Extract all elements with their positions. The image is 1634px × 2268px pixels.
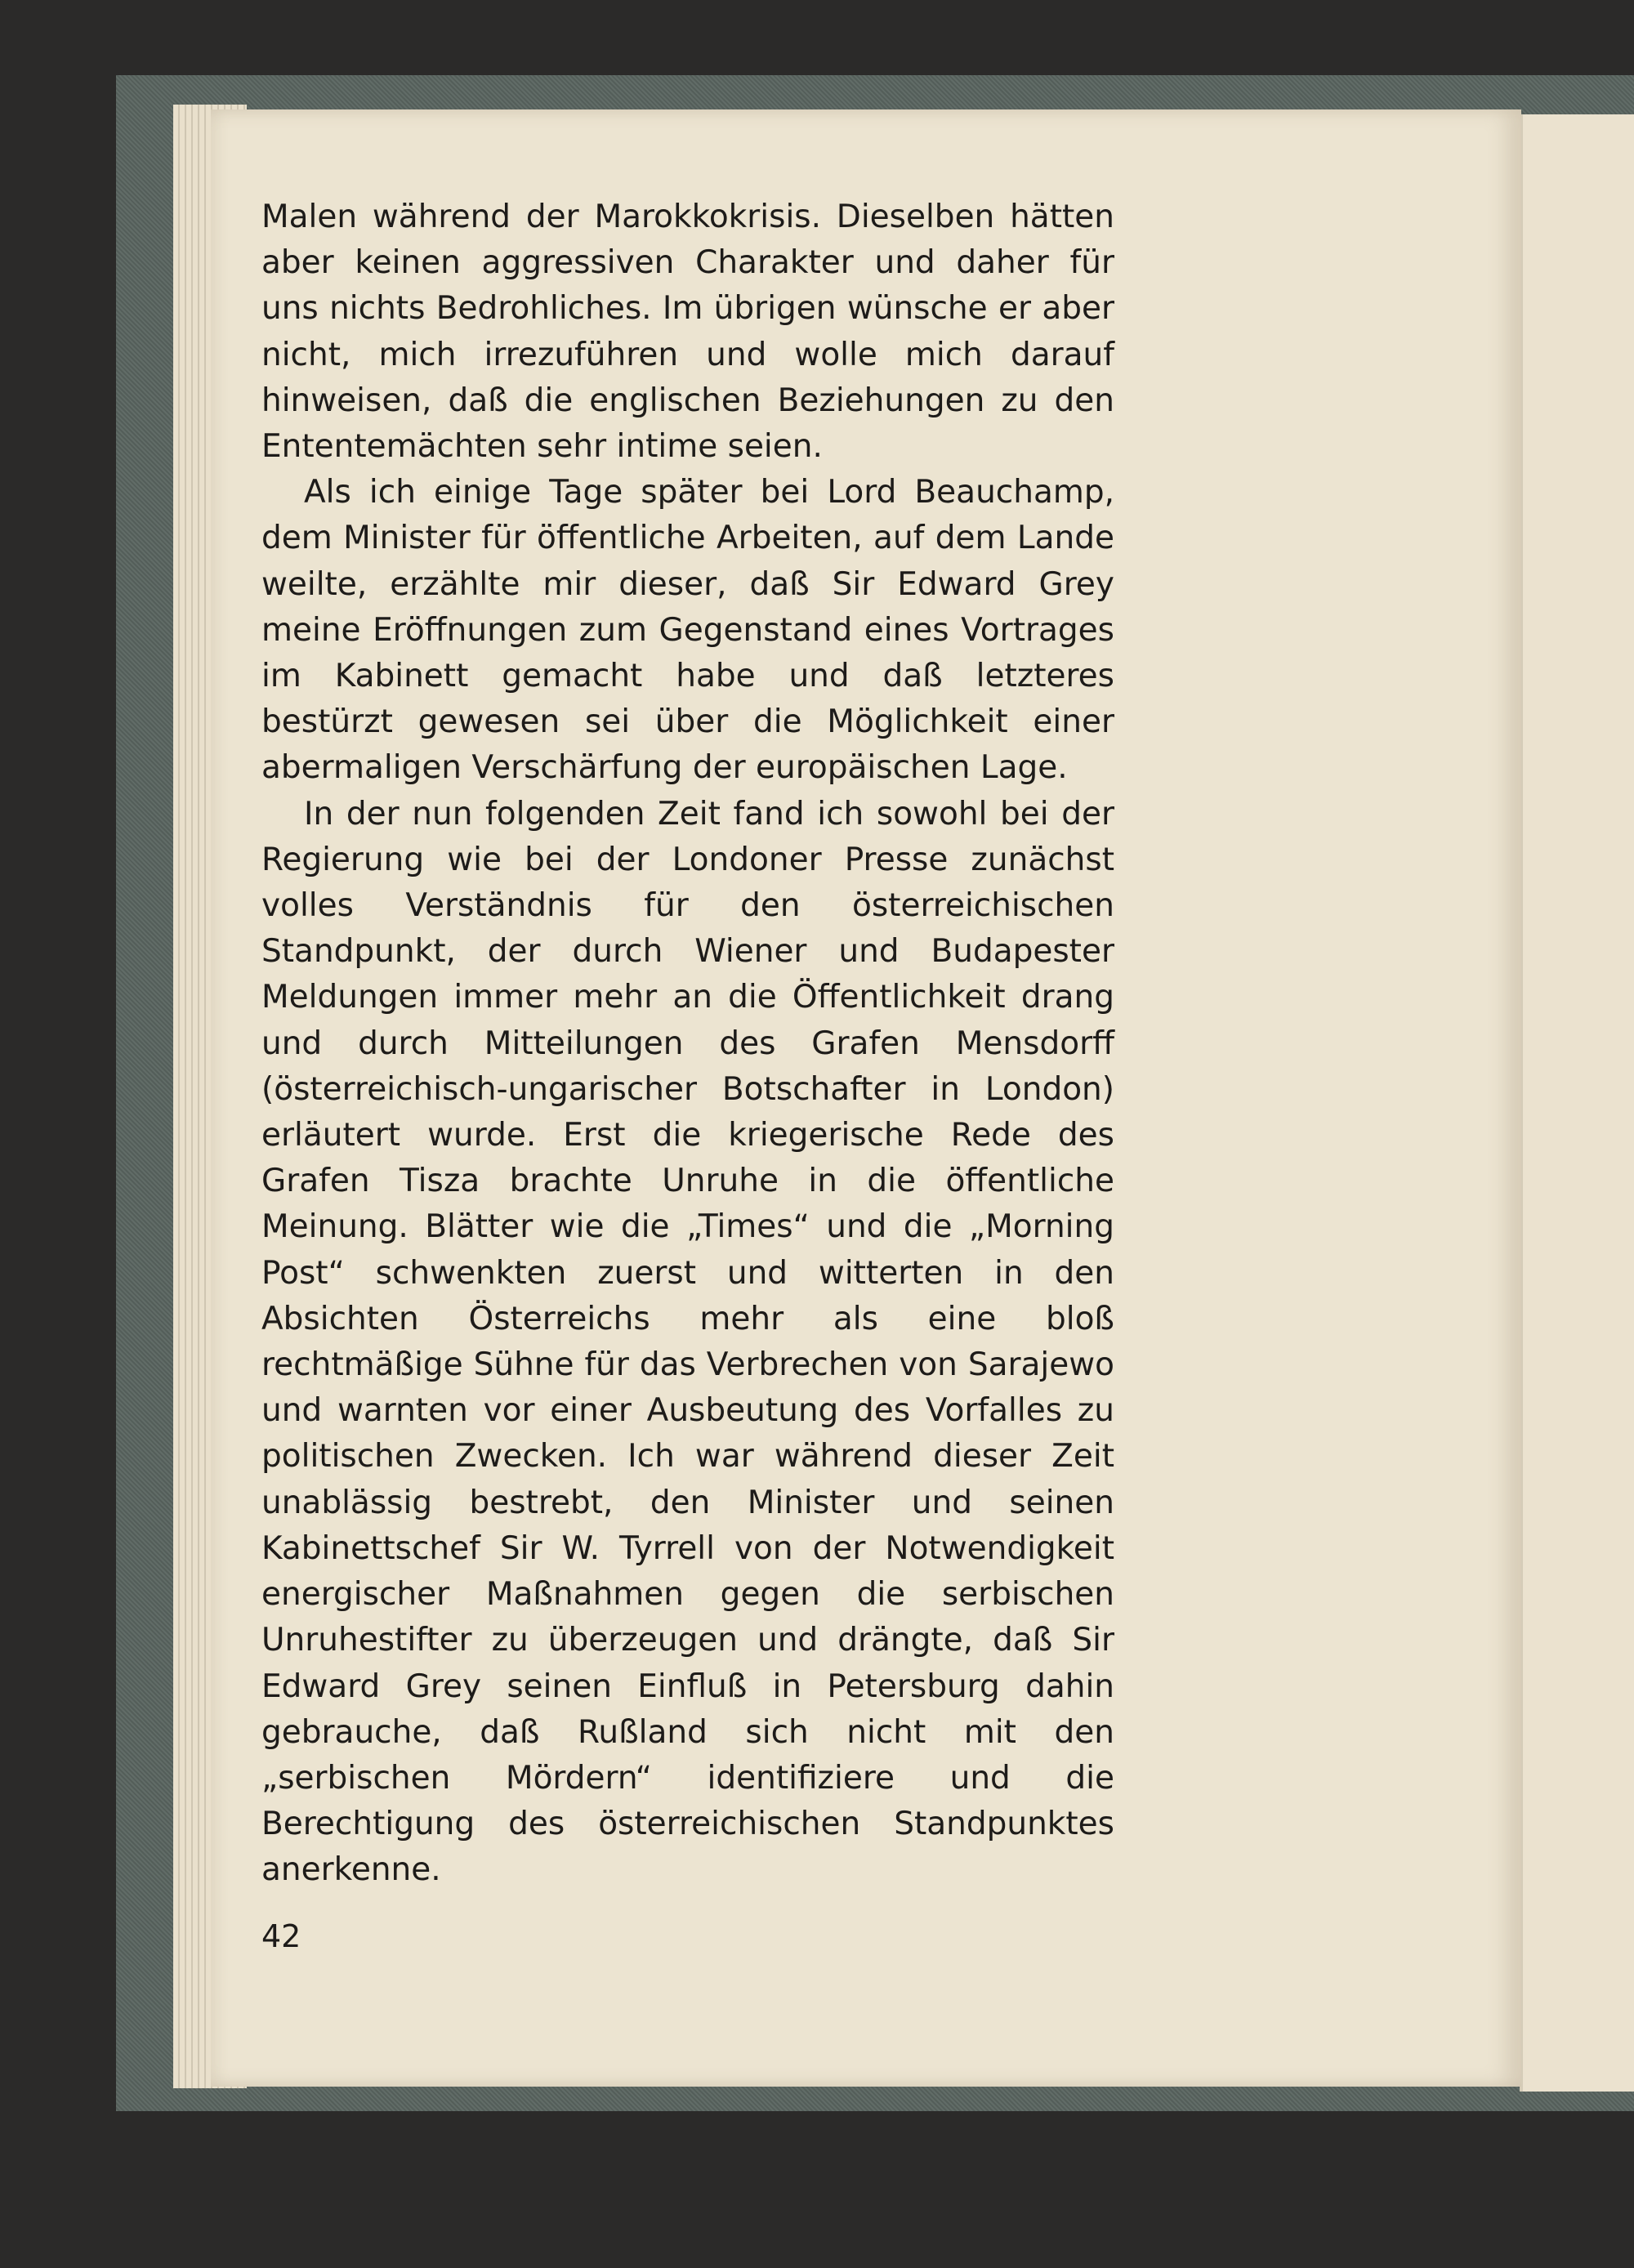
facing-page-edge <box>1520 114 1634 2092</box>
paragraph-2: Als ich einige Tage später bei Lord Beauchamp, dem Minister für öffentliche Arbeiten, auf dem Lande weilte, erzählte mir dieser, daß Sir Edward Grey meine Eröffnungen zum Gegenstand eines Vortrages im Kabinett gemacht habe und daß letzteres bestürzt gewesen sei über die Möglichkeit einer abermaligen Verschärfung der europäischen Lage. <box>261 474 1114 787</box>
paragraph-1: Malen während der Marokkokrisis. Dieselben hätten aber keinen aggressiven Charakter und daher für uns nichts Bedrohliches. Im übrigen wünsche er aber nicht, mich irrezuführen und wolle mich darauf hinweisen, daß die englischen Beziehungen zu den Ententemächten sehr intime seien. <box>261 199 1114 466</box>
page-number: 42 <box>261 1918 301 1954</box>
page-text <box>261 194 1114 1894</box>
paragraph-3: In der nun folgenden Zeit fand ich sowohl bei der Regierung wie bei der Londoner Presse zunächst volles Verständnis für den österreichischen Standpunkt, der durch Wiener und Budapester Meldungen immer mehr an die Öffentlichkeit drang und durch Mitteilungen des Grafen Mensdorff (österreichisch-ungarischer Botschafter in London) erläutert wurde. Erst die kriegerische Rede des Grafen Tisza brachte Unruhe in die öffentliche Meinung. Blätter wie die „Times“ und die „Morning Post“ schwenkten zuerst und witterten in den Absichten Österreichs mehr als eine bloß rechtmäßige Sühne für das Verbrechen von Sarajewo und warnten vor einer Ausbeutung des Vorfalles zu politischen Zwecken. Ich war während dieser Zeit unablässig bestrebt, den Minister und seinen Kabinettschef Sir W. Tyrrell von der Notwendigkeit energischer Maßnahmen gegen die serbischen Unruhestifter zu überzeugen und drängte, daß Sir Edward Grey seinen Einfluß in Petersburg dahin gebrauche, daß Rußland sich nicht mit den „serbischen Mördern“ identifiziere und die Berechtigung des österreichischen Standpunktes anerkenne. <box>261 795 1114 1889</box>
